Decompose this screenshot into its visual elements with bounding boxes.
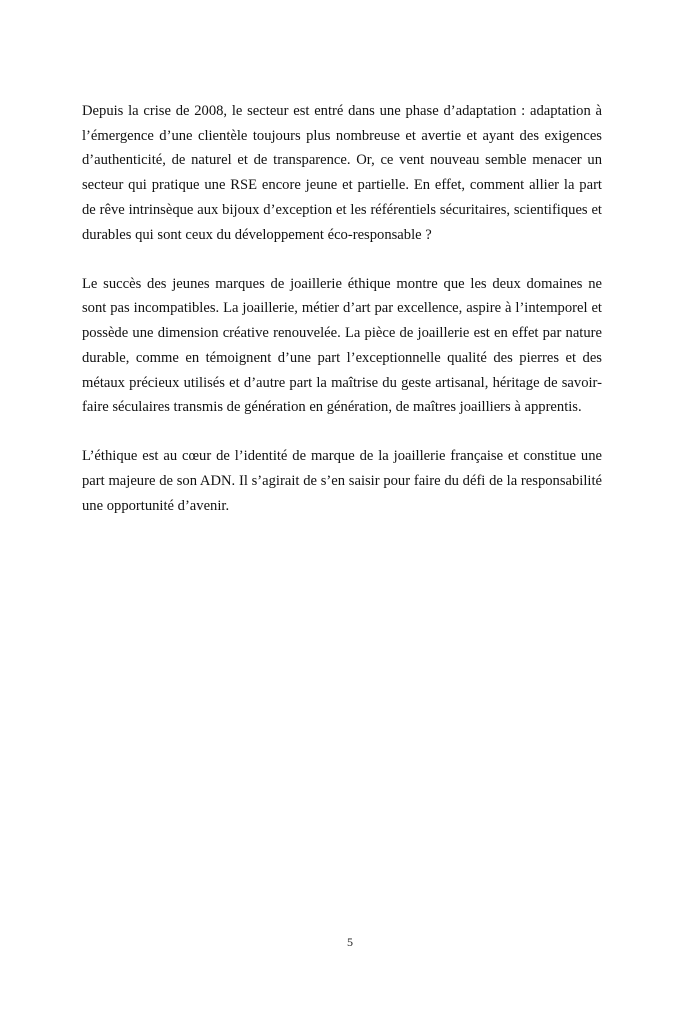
paragraph-crisis-adaptation: Depuis la crise de 2008, le secteur est entré dans une phase d’adaptation : adaptation à l’émergence d’une clientèle toujours plus nombreuse et avertie et ayant des exigences d’authenticité, de naturel et de transparence. Or, ce vent nouveau semble menacer un secteur qui pratique une RSE encore jeune et partielle. En effet, comment allier la part de rêve intrinsèque aux bijoux d’exception et les référentiels sécuritaires, scientifiques et durables qui sont ceux du développement éco-responsable ? bbox=[82, 103, 602, 243]
page-number: 5 bbox=[347, 935, 353, 949]
page-body bbox=[82, 99, 602, 519]
paragraph-ethics-dna: L’éthique est au cœur de l’identité de marque de la joaillerie française et constitue une part majeure de son ADN. Il s’agirait de s’en saisir pour faire du défi de la responsabilité une opportunité d’avenir. bbox=[82, 448, 602, 514]
paragraph-ethical-brands: Le succès des jeunes marques de joaillerie éthique montre que les deux domaines ne sont pas incompatibles. La joaillerie, métier d’art par excellence, aspire à l’intemporel et possède une dimension créative renouvelée. La pièce de joaillerie est en effet par nature durable, comme en témoignent d’une part l’exceptionnelle qualité des pierres et des métaux précieux utilisés et d’autre part la maîtrise du geste artisanal, héritage de savoir-faire séculaires transmis de génération en génération, de maîtres joailliers à apprentis. bbox=[82, 275, 602, 416]
